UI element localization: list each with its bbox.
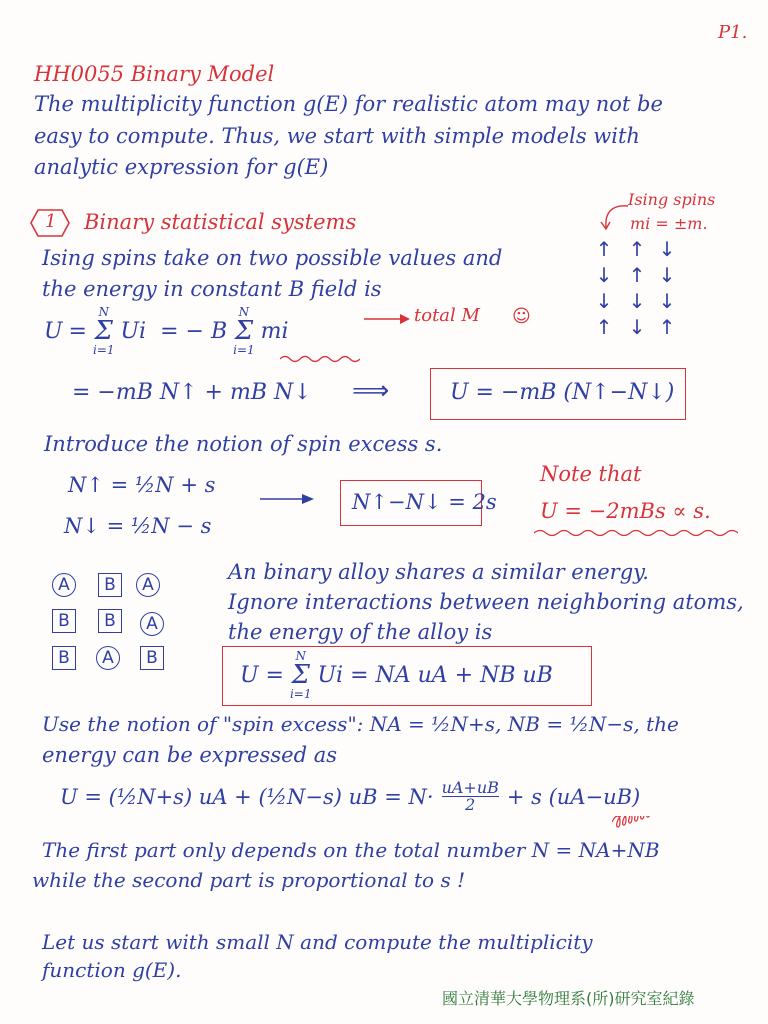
spin-arrow: ↑ [595,315,613,339]
note-equation: U = −2mBs ∝ s. [540,499,711,523]
intro-line-3: analytic expression for g(E) [34,155,329,179]
ising-values: mi = ±m. [630,214,708,233]
loop-underline [612,816,712,828]
spin-arrow: ↓ [628,315,646,339]
ising-text-line-1: Ising spins take on two possible values and [42,246,503,270]
first-part-text: The first part only depends on the total number N = NA+NB [42,838,660,862]
footer-stamp: 國立清華大學物理系(所)研究室紀錄 [442,989,695,1008]
sum-symbol: N Σ i=1 [289,649,312,701]
alloy-text-line-1: An binary alloy shares a similar energy. [228,560,649,584]
intro-line-1: The multiplicity function g(E) for realistic atom may not be [34,92,663,116]
spin-arrow: ↓ [658,289,676,313]
alloy-atom: B [98,609,122,633]
energy-sum-equation: U = N Σ i=1 Ui = − B N Σ i=1 mi [44,305,289,357]
page-number: P1. [718,22,748,43]
n-diff-text: N↑−N↓ = 2s [352,490,497,514]
ising-text-line-2: the energy in constant B field is [42,277,382,301]
spin-arrow: ↑ [628,237,646,261]
alloy-energy-equation: U = N Σ i=1 Ui = NA uA + NB uB [240,649,553,701]
eq-mid: = − B [160,318,228,344]
eq-term-2: mi [260,318,289,344]
spin-arrow: ↓ [595,263,613,287]
spin-column-3 [658,236,676,340]
spin-arrow: ↑ [658,315,676,339]
alloy-text-line-2: Ignore interactions between neighboring atoms, [228,590,744,614]
spin-arrow: ↑ [628,263,646,287]
spin-column-1 [595,236,613,340]
spin-excess-use: Use the notion of "spin excess": NA = ½N+s, NB = ½N−s, the [42,712,679,736]
total-m-note: total M [414,305,480,326]
alloy-atom: B [140,646,164,670]
fraction: $\frac{uA+uB}{2}$ [441,778,499,814]
alloy-atom: A [52,573,76,597]
final-energy-equation: U = (½N+s) uA + (½N−s) uB = N· $\frac{uA+uB}{2}$ + s (uA−uB) [60,778,641,814]
spin-arrow: ↓ [628,289,646,313]
alloy-atom: A [96,646,120,670]
wavy-underline [280,354,360,364]
eq-term-1: Ui [120,318,147,344]
second-part-text: while the second part is proportional to s ! [32,868,466,892]
spin-arrow: ↓ [658,263,676,287]
alloy-atom: B [52,646,76,670]
energy-line-2: = −mB N↑ + mB N↓ [72,380,312,405]
implies-arrow-icon: ⟹ [352,376,390,406]
energy-boxed-text: U = −mB (N↑−N↓) [450,380,675,405]
spin-arrow: ↓ [658,237,676,261]
section-number-badge [30,208,70,238]
eq-lhs: U [44,318,63,344]
sum-symbol: N Σ i=1 [92,305,115,357]
closing-line-2: function g(E). [42,958,182,982]
intro-line-2: easy to compute. Thus, we start with simple models with [34,124,640,148]
alloy-atom: B [52,609,76,633]
n-up-equation: N↑ = ½N + s [68,473,216,497]
arrow-icon [362,312,414,326]
page-title: HH0055 Binary Model [34,62,275,86]
alloy-atom: A [136,573,160,597]
ising-note: Ising spins [628,190,716,209]
spin-arrow: ↑ [595,237,613,261]
wavy-underline [534,528,738,538]
closing-line-1: Let us start with small N and compute the multiplicity [42,930,593,954]
section-title: Binary statistical systems [84,210,357,234]
spin-column-2 [628,236,646,340]
arrow-icon [258,492,318,506]
alloy-text-line-3: the energy of the alloy is [228,620,493,644]
spin-arrow: ↓ [595,289,613,313]
sum-symbol-2: N Σ i=1 [233,305,255,357]
alloy-atom: A [140,612,164,636]
n-down-equation: N↓ = ½N − s [64,514,212,538]
smiley-icon: ☺ [512,306,531,327]
note-title: Note that [540,462,642,486]
spin-excess-intro: Introduce the notion of spin excess s. [44,432,443,456]
energy-expressed: energy can be expressed as [42,743,338,767]
alloy-atom: B [98,573,122,597]
section-number: 1 [45,211,57,232]
curved-arrow-icon [596,198,632,234]
